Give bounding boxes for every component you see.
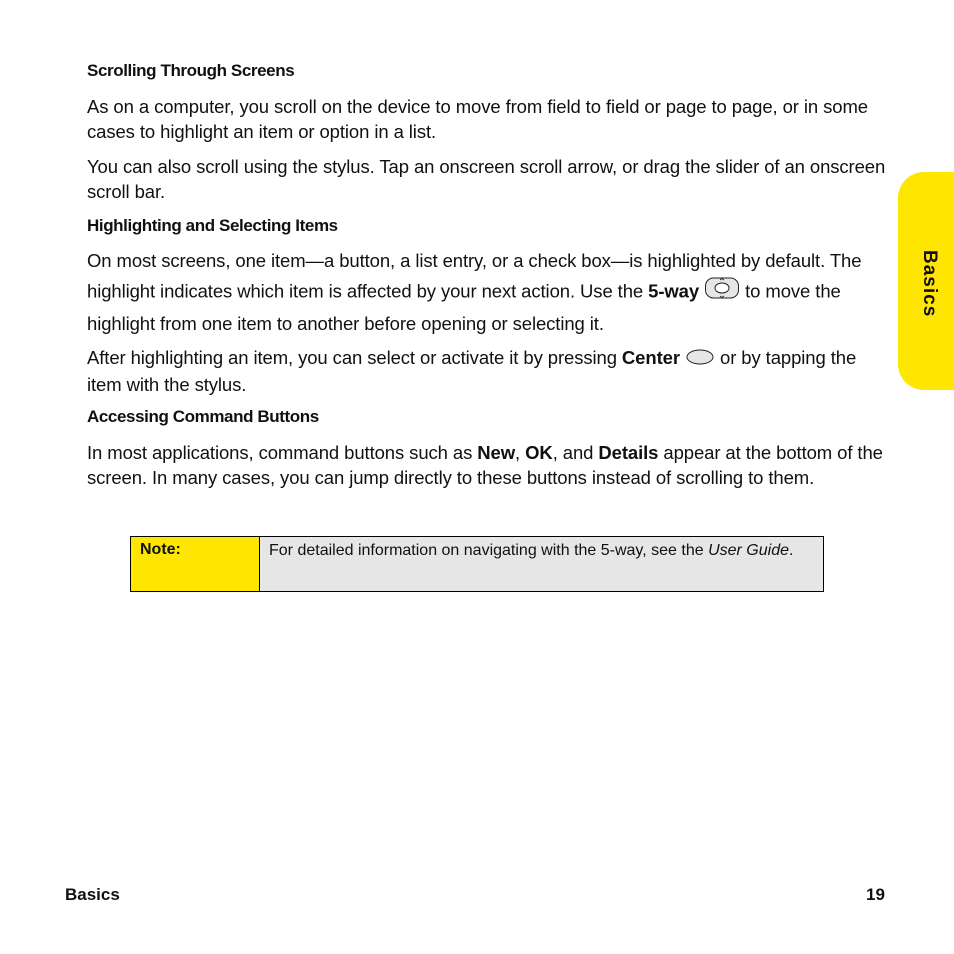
note-label: Note: [131, 537, 260, 591]
heading-command-buttons: Accessing Command Buttons [87, 407, 319, 426]
heading-highlighting: Highlighting and Selecting Items [87, 216, 338, 235]
paragraph-highlight-2: After highlighting an item, you can select or activate it by pressing Center or by tapping the item with the stylus. [87, 347, 857, 395]
paragraph-scroll-1: As on a computer, you scroll on the device to move from field to field or page to page, or in some cases to highlight an item or option in a list. [87, 96, 868, 142]
page-number: 19 [866, 885, 885, 904]
five-way-navigator-icon [704, 276, 740, 309]
paragraph-scroll-2: You can also scroll using the stylus. Tap an onscreen scroll arrow, or drag the slider of an onscreen scroll bar. [87, 156, 886, 202]
paragraph-highlight-1: On most screens, one item—a button, a list entry, or a check box—is highlighted by default. The highlight indicates which item is affected by your next action. Use the 5-way to move the highlight from one item to another before opening or selecting it. [87, 250, 862, 334]
center-button-icon [685, 347, 715, 372]
note-box [130, 536, 824, 592]
heading-scrolling: Scrolling Through Screens [87, 61, 295, 80]
note-text: For detailed information on navigating with the 5-way, see the User Guide. [260, 537, 823, 591]
paragraph-command-buttons: In most applications, command buttons such as New, OK, and Details appear at the bottom of the screen. In many cases, you can jump directly to these buttons instead of scrolling to them. [87, 442, 883, 488]
footer-section-name: Basics [65, 885, 120, 904]
side-tab-label: Basics [919, 250, 940, 318]
